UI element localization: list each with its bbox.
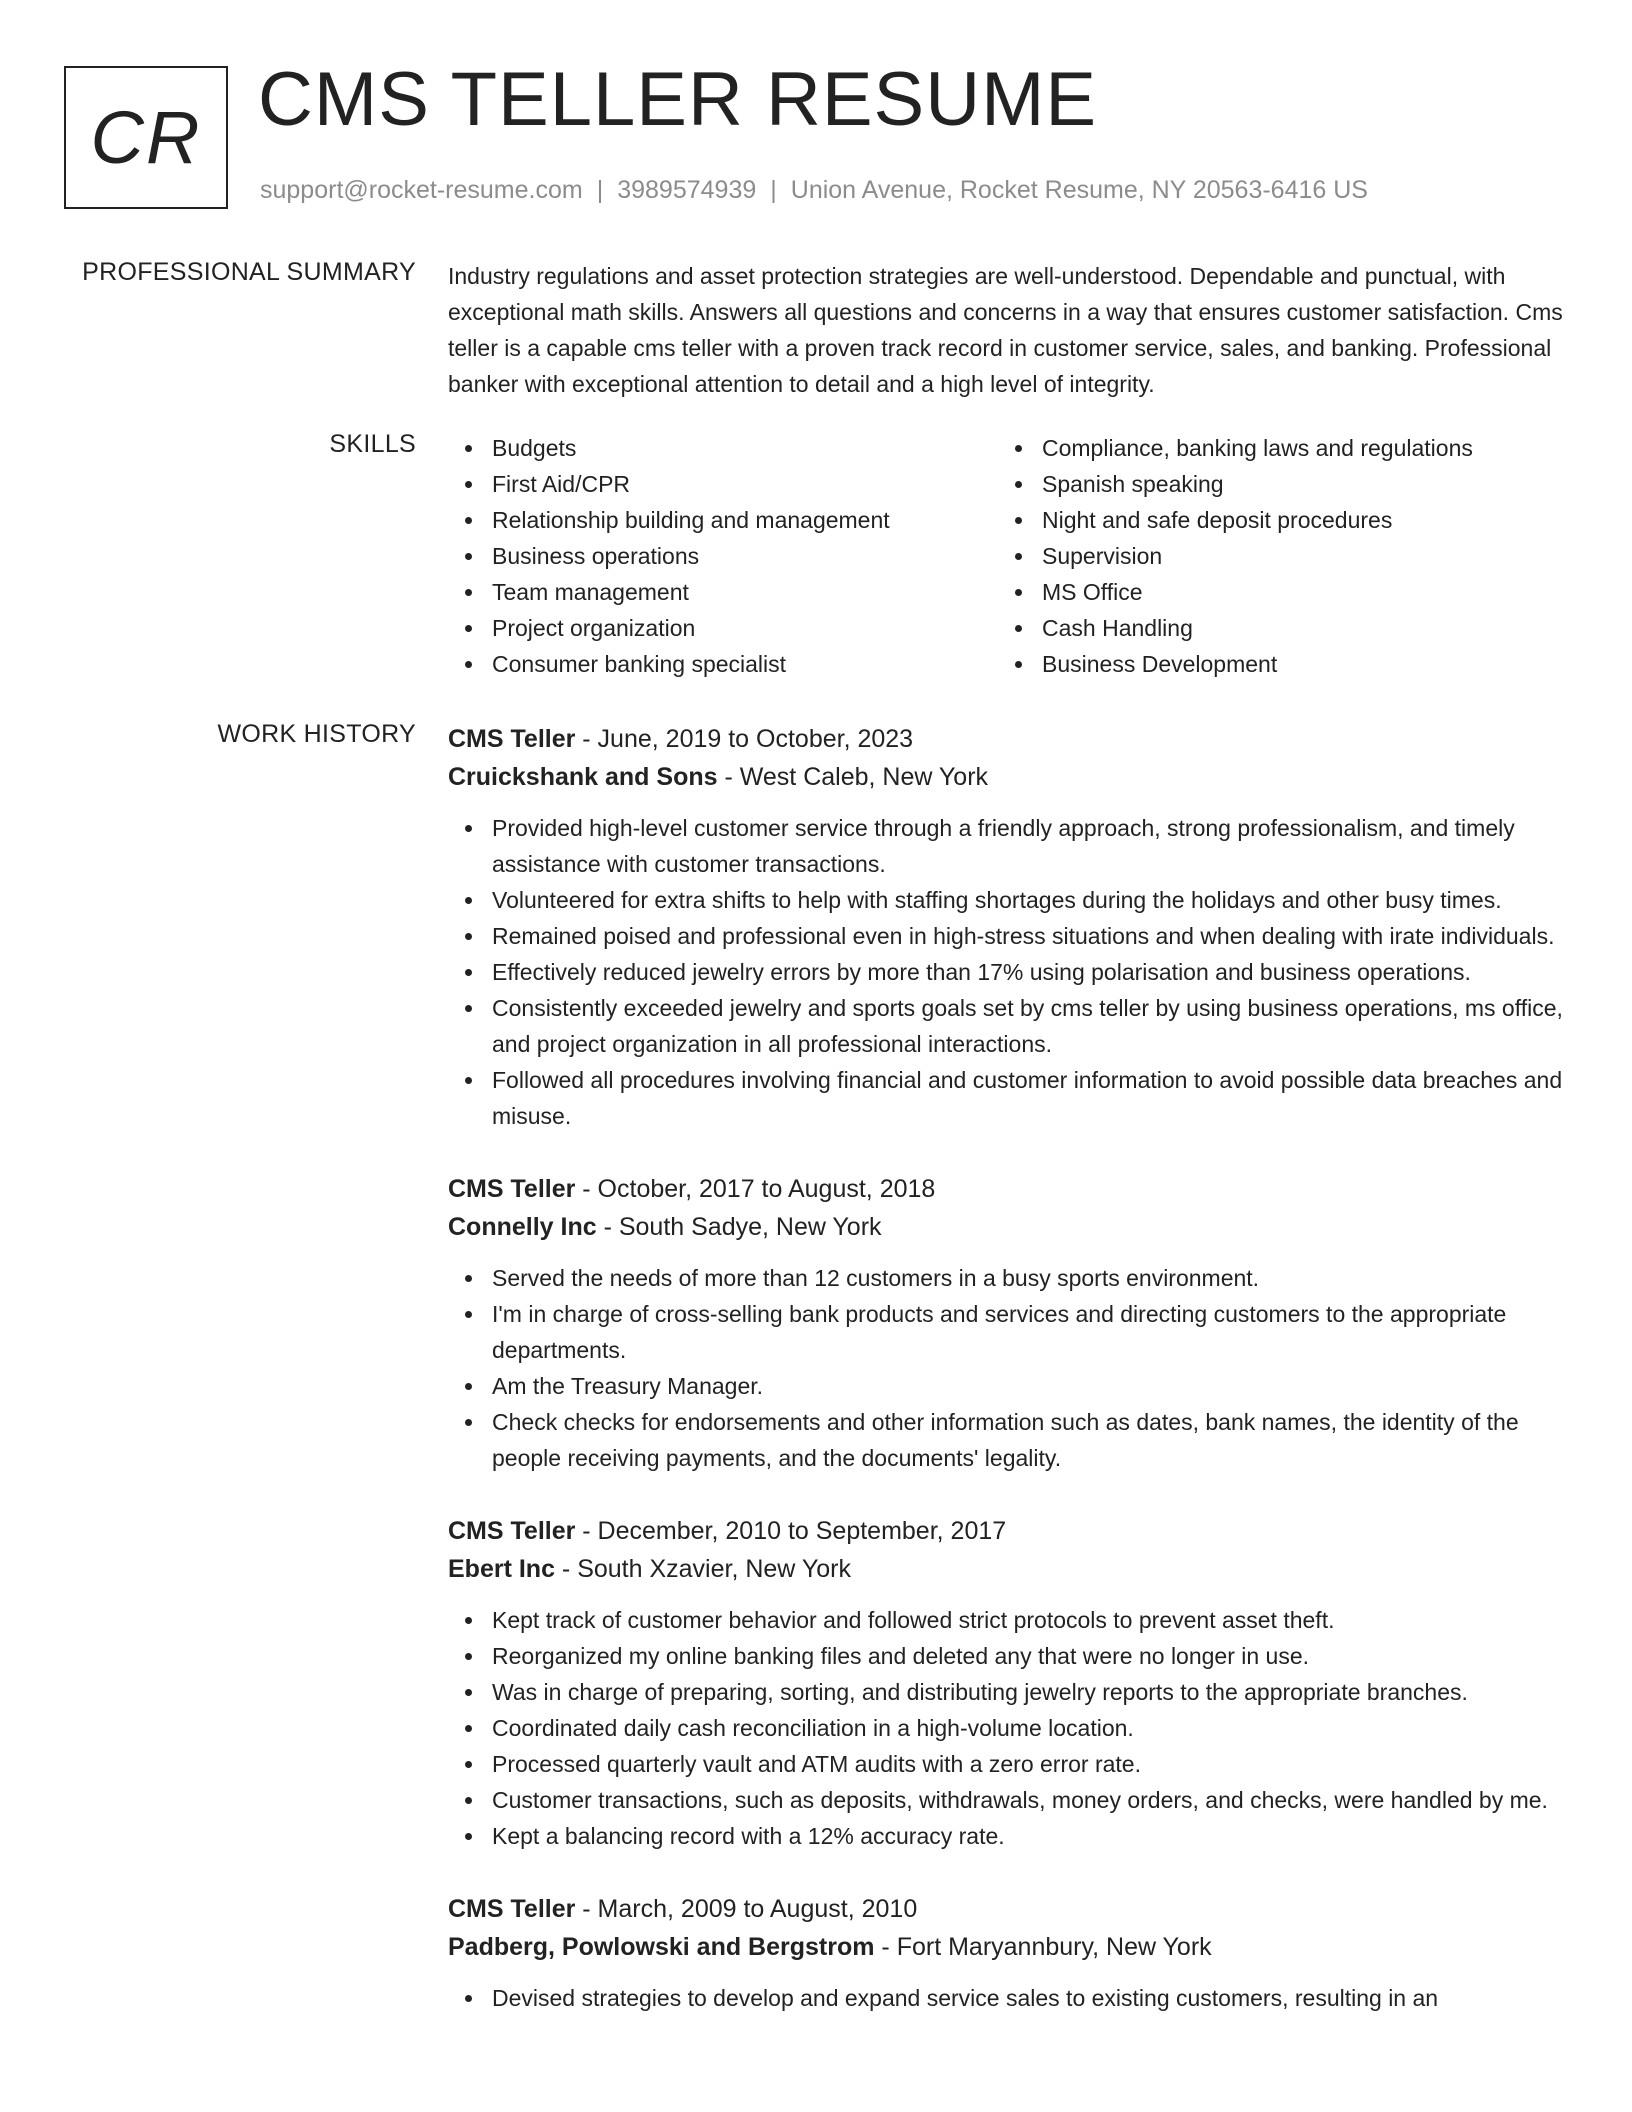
job-company: Cruickshank and Sons — [448, 763, 718, 791]
job-bullet: Processed quarterly vault and ATM audits with a zero error rate. — [448, 1746, 1568, 1782]
job-bullet: Reorganized my online banking files and deleted any that were no longer in use. — [448, 1638, 1568, 1674]
contact-address: Union Avenue, Rocket Resume, NY 20563-6416 US — [790, 176, 1368, 204]
skill-item: Consumer banking specialist — [448, 646, 998, 682]
skill-item: Spanish speaking — [998, 466, 1548, 502]
job-dates: - March, 2009 to August, 2010 — [575, 1895, 918, 1923]
job-entry — [448, 1512, 1568, 1854]
job-title: CMS Teller — [448, 725, 576, 753]
job-bullet: Was in charge of preparing, sorting, and distributing jewelry reports to the appropriate branches. — [448, 1674, 1568, 1710]
job-company: Connelly Inc — [448, 1213, 597, 1241]
summary-text: Industry regulations and asset protection strategies are well-understood. Dependable and punctual, with exceptional math skills. Answers all questions and concerns in a way that ensures customer satisfaction. Cms teller is a capable cms teller with a proven track record in customer service, sales, and banking. Professional banker with exceptional attention to detail and a high level of integrity. — [448, 263, 1563, 397]
work-history-label: WORK HISTORY — [217, 720, 416, 748]
job-bullet: Volunteered for extra shifts to help with staffing shortages during the holidays and other busy times. — [448, 882, 1568, 918]
job-company-line — [448, 1208, 1568, 1246]
job-dates: - June, 2019 to October, 2023 — [575, 725, 914, 753]
contact-separator: | — [770, 176, 777, 204]
monogram-box — [64, 66, 228, 209]
contact-phone: 3989574939 — [617, 176, 757, 204]
job-bullet: Customer transactions, such as deposits, withdrawals, money orders, and checks, were handled by me. — [448, 1782, 1568, 1818]
job-dates: - October, 2017 to August, 2018 — [575, 1175, 936, 1203]
job-entry — [448, 720, 1568, 1134]
job-bullet: Provided high-level customer service through a friendly approach, strong professionalism, and timely assistance with customer transactions. — [448, 810, 1568, 882]
resume-title: CMS TELLER RESUME — [258, 57, 1098, 142]
job-title: CMS Teller — [448, 1517, 576, 1545]
job-entry — [448, 1170, 1568, 1476]
job-location: - South Xzavier, New York — [554, 1555, 851, 1583]
job-bullets — [448, 1260, 1568, 1476]
job-bullet: Kept track of customer behavior and followed strict protocols to prevent asset theft. — [448, 1602, 1568, 1638]
job-bullet: Remained poised and professional even in high-stress situations and when dealing with irate individuals. — [448, 918, 1568, 954]
job-bullet: Devised strategies to develop and expand service sales to existing customers, resulting in an — [448, 1980, 1568, 2016]
skill-item: Compliance, banking laws and regulations — [998, 430, 1548, 466]
skill-item: Supervision — [998, 538, 1548, 574]
monogram-initials: CR — [90, 96, 202, 179]
job-bullets — [448, 810, 1568, 1134]
job-bullet: Am the Treasury Manager. — [448, 1368, 1568, 1404]
skill-item: Cash Handling — [998, 610, 1548, 646]
skill-item: Project organization — [448, 610, 998, 646]
skill-item: First Aid/CPR — [448, 466, 998, 502]
contact-email: support@rocket-resume.com — [260, 176, 583, 204]
skills-list-right — [998, 430, 1548, 682]
job-entry — [448, 1890, 1568, 2016]
skills-label: SKILLS — [329, 430, 416, 458]
contact-separator: | — [596, 176, 604, 204]
job-bullets — [448, 1602, 1568, 1854]
skills-list-left — [448, 430, 998, 682]
job-title-line — [448, 1512, 1568, 1550]
job-title-line — [448, 1890, 1568, 1928]
job-company-line — [448, 1550, 1568, 1588]
job-location: - Fort Maryannbury, New York — [874, 1933, 1212, 1961]
job-title-line — [448, 720, 1568, 758]
job-bullet: Check checks for endorsements and other information such as dates, bank names, the identity of the people receiving payments, and the documents' legality. — [448, 1404, 1568, 1476]
job-title: CMS Teller — [448, 1895, 576, 1923]
job-bullet: Served the needs of more than 12 customers in a busy sports environment. — [448, 1260, 1568, 1296]
job-company-line — [448, 758, 1568, 796]
skill-item: Business operations — [448, 538, 998, 574]
contact-line — [260, 176, 1368, 205]
job-bullet: Coordinated daily cash reconciliation in a high-volume location. — [448, 1710, 1568, 1746]
job-title-line — [448, 1170, 1568, 1208]
job-title: CMS Teller — [448, 1175, 576, 1203]
job-bullets — [448, 1980, 1568, 2016]
job-dates: - December, 2010 to September, 2017 — [575, 1517, 1007, 1545]
skill-item: Budgets — [448, 430, 998, 466]
job-company-line — [448, 1928, 1568, 1966]
job-location: - West Caleb, New York — [717, 763, 989, 791]
job-location: - South Sadye, New York — [596, 1213, 882, 1241]
skill-item: Relationship building and management — [448, 502, 998, 538]
job-company: Padberg, Powlowski and Bergstrom — [448, 1933, 875, 1961]
job-bullet: Kept a balancing record with a 12% accuracy rate. — [448, 1818, 1568, 1854]
skill-item: Business Development — [998, 646, 1548, 682]
job-bullet: Effectively reduced jewelry errors by more than 17% using polarisation and business operations. — [448, 954, 1568, 990]
job-bullet: Consistently exceeded jewelry and sports goals set by cms teller by using business operations, ms office, and project organization in all professional interactions. — [448, 990, 1568, 1062]
summary-label: PROFESSIONAL SUMMARY — [82, 258, 416, 286]
skill-item: MS Office — [998, 574, 1548, 610]
skill-item: Night and safe deposit procedures — [998, 502, 1548, 538]
skill-item: Team management — [448, 574, 998, 610]
job-company: Ebert Inc — [448, 1555, 555, 1583]
job-bullet: Followed all procedures involving financial and customer information to avoid possible data breaches and misuse. — [448, 1062, 1568, 1134]
job-bullet: I'm in charge of cross-selling bank products and services and directing customers to the appropriate departments. — [448, 1296, 1568, 1368]
